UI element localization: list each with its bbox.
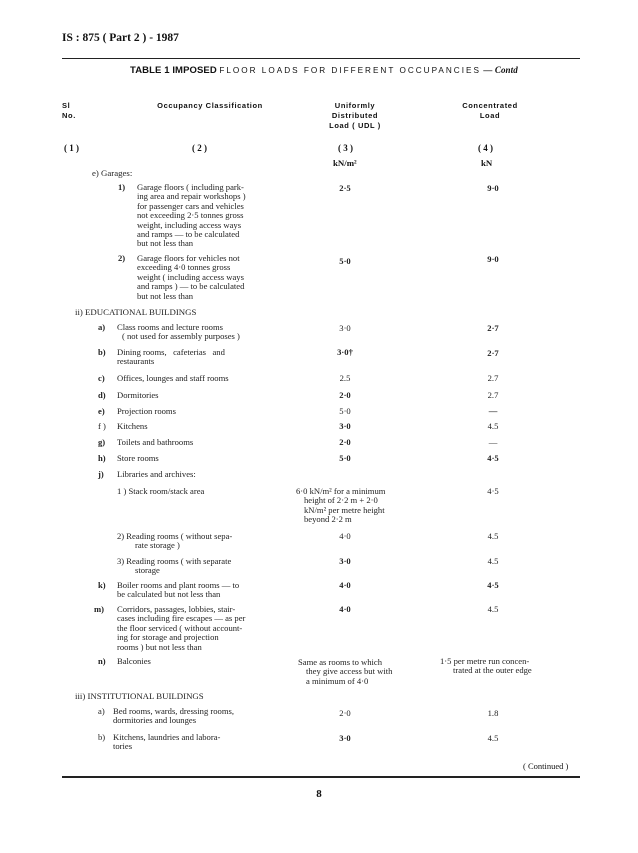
edu-n-conc — [440, 657, 532, 676]
edu-f-conc: 4.5 — [487, 421, 499, 431]
text-line: Dining rooms, cafeterias and — [117, 347, 225, 357]
column-header-occupancy: Occupancy Classification — [157, 101, 263, 110]
garage-item1-text — [137, 183, 246, 249]
text-line: kN/m² per metre height — [304, 504, 385, 515]
garages-heading: e) Garages: — [92, 168, 133, 178]
footer-rule — [62, 776, 580, 778]
text-line: dormitories and lounges — [113, 715, 197, 726]
text-line: Class rooms and lecture rooms — [117, 322, 223, 332]
text-line: rate storage ) — [135, 540, 180, 551]
edu-d-text: Dormitories — [117, 390, 159, 400]
edu-a-conc: 2·7 — [487, 323, 499, 333]
edu-k-udl: 4·0 — [339, 580, 351, 590]
edu-f-udl: 3·0 — [339, 421, 351, 431]
garage-item2-conc: 9·0 — [487, 254, 499, 264]
text-line: not exceeding 2·5 tonnes gross — [137, 210, 244, 221]
edu-c-text: Offices, lounges and staff rooms — [117, 373, 229, 383]
unit-conc: kN — [481, 158, 493, 168]
text-line: Same as rooms to which — [298, 657, 383, 667]
text-line: exceeding 4·0 tonnes gross — [137, 262, 231, 273]
text-line: they give access but with — [306, 666, 393, 677]
text-line: Bed rooms, wards, dressing rooms, — [113, 706, 235, 716]
edu-m-text — [117, 605, 245, 652]
sl-line1: Sl — [62, 101, 71, 110]
edu-c-number: c) — [98, 373, 105, 383]
inst-a-text — [113, 707, 234, 726]
text-line: and ramps — to be calculated — [137, 229, 240, 240]
inst-b-text — [113, 733, 220, 752]
inst-b-udl: 3·0 — [339, 733, 351, 743]
unit-udl: kN/m² — [333, 158, 357, 168]
column-header-udl — [295, 101, 415, 131]
text-line: rooms ) but not less than — [117, 641, 202, 652]
institutional-heading: iii) INSTITUTIONAL BUILDINGS — [75, 691, 204, 701]
col-number-1: ( 1 ) — [64, 143, 79, 153]
text-line: ing for storage and projection — [117, 632, 219, 643]
text-line: Kitchens, laundries and labora- — [113, 732, 221, 742]
edu-b-conc: 2·7 — [487, 348, 499, 358]
udl-line1: Uniformly — [334, 101, 376, 110]
library-reading-nostorage-conc: 4.5 — [487, 531, 499, 541]
garage-item2-number: 2) — [118, 253, 126, 263]
text-line: but not less than — [137, 290, 194, 301]
edu-b-udl: 3·0† — [337, 347, 353, 357]
col-number-3: ( 3 ) — [338, 143, 353, 153]
text-line: cases including fire escapes — as per — [117, 613, 246, 624]
text-line: trated at the outer edge — [453, 665, 532, 676]
garage-item2-udl: 5·0 — [339, 256, 351, 266]
garage-item2-text — [137, 254, 244, 301]
edu-b-text — [117, 348, 225, 367]
text-line: Corridors, passages, lobbies, stair- — [117, 604, 236, 614]
text-line: storage — [135, 565, 160, 576]
edu-k-conc: 4·5 — [487, 580, 499, 590]
inst-b-number: b) — [98, 732, 106, 742]
edu-e-udl: 5·0 — [339, 406, 351, 416]
udl-line3: Load ( UDL ) — [329, 121, 381, 130]
edu-m-udl: 4·0 — [339, 604, 351, 614]
edu-g-number: g) — [98, 437, 106, 447]
edu-h-number: h) — [98, 453, 106, 463]
text-line: 1·5 per metre run concen- — [440, 656, 530, 666]
text-line: height of 2·2 m + 2·0 — [304, 495, 378, 506]
text-line: 2) Reading rooms ( without sepa- — [117, 531, 233, 541]
edu-d-udl: 2·0 — [339, 390, 351, 400]
garage-item1-number: 1) — [118, 182, 126, 192]
edu-m-number: m) — [94, 604, 105, 614]
edu-n-udl — [298, 658, 392, 686]
text-line: be calculated but not less than — [117, 589, 221, 600]
table-title-bold: TABLE 1 IMPOSED — [130, 65, 217, 76]
inst-b-conc: 4.5 — [487, 733, 499, 743]
edu-h-text: Store rooms — [117, 453, 159, 463]
edu-k-text — [117, 581, 239, 600]
col-number-2: ( 2 ) — [192, 143, 207, 153]
text-line: weight, including access ways — [137, 219, 242, 230]
header-rule — [62, 58, 580, 59]
column-header-sl — [62, 101, 76, 121]
text-line: Garage floors for vehicles not — [137, 253, 240, 263]
text-line: but not less than — [137, 238, 194, 249]
standard-header: IS : 875 ( Part 2 ) - 1987 — [62, 32, 179, 44]
edu-k-number: k) — [98, 580, 106, 590]
edu-f-number: f ) — [98, 421, 106, 431]
text-line: and ramps ) — to be calculated — [137, 281, 245, 292]
edu-e-text: Projection rooms — [117, 406, 176, 416]
conc-line2: Load — [479, 111, 501, 120]
text-line: ( not used for assembly purposes ) — [122, 331, 240, 342]
text-line: restaurants — [117, 356, 155, 367]
conc-line1: Concentrated — [462, 101, 518, 110]
continued-note: ( Continued ) — [523, 761, 569, 771]
edu-e-number: e) — [98, 406, 105, 416]
library-reading-storage-text — [117, 557, 231, 576]
edu-h-udl: 5·0 — [339, 453, 351, 463]
educational-heading: ii) EDUCATIONAL BUILDINGS — [75, 307, 197, 317]
library-reading-nostorage-udl: 4·0 — [339, 531, 351, 541]
table-title — [130, 65, 518, 76]
library-reading-nostorage-text — [117, 532, 232, 551]
text-line: tories — [113, 741, 133, 752]
edu-d-number: d) — [98, 390, 106, 400]
edu-f-text: Kitchens — [117, 421, 148, 431]
edu-b-number: b) — [98, 347, 106, 357]
table-title-contd: — Contd — [483, 65, 518, 75]
text-line: 3) Reading rooms ( with separate — [117, 556, 232, 566]
library-stack-conc: 4·5 — [487, 486, 499, 496]
library-reading-storage-conc: 4.5 — [487, 556, 499, 566]
library-stack-text: 1 ) Stack room/stack area — [117, 486, 205, 496]
text-line: a minimum of 4·0 — [306, 675, 369, 686]
garage-item1-conc: 9·0 — [487, 183, 499, 193]
col-number-4: ( 4 ) — [478, 143, 493, 153]
garage-item1-udl: 2·5 — [339, 183, 351, 193]
text-line: 6·0 kN/m² for a minimum — [296, 486, 386, 496]
edu-c-conc: 2.7 — [487, 373, 499, 383]
edu-j-number: j) — [98, 469, 104, 479]
edu-n-number: n) — [98, 656, 106, 666]
edu-j-text: Libraries and archives: — [117, 469, 196, 479]
edu-a-text — [117, 323, 240, 342]
sl-line2: No. — [62, 111, 76, 120]
text-line: weight ( including access ways — [137, 271, 244, 282]
edu-c-udl: 2.5 — [339, 373, 351, 383]
text-line: the floor serviced ( without account- — [117, 622, 243, 633]
edu-a-number: a) — [98, 322, 106, 332]
inst-a-number: a) — [98, 706, 105, 716]
column-header-concentrated — [430, 101, 550, 121]
edu-g-text: Toilets and bathrooms — [117, 437, 194, 447]
edu-e-conc: — — [488, 406, 498, 416]
table-title-rest: FLOOR LOADS FOR DIFFERENT OCCUPANCIES — [219, 66, 481, 75]
library-stack-udl — [296, 487, 385, 525]
text-line: beyond 2·2 m — [304, 514, 352, 525]
edu-a-udl: 3·0 — [339, 323, 351, 333]
inst-a-udl: 2·0 — [339, 708, 351, 718]
edu-d-conc: 2.7 — [487, 390, 499, 400]
page-number: 8 — [316, 788, 322, 800]
edu-g-conc: — — [488, 437, 498, 447]
text-line: Garage floors ( including park- — [137, 182, 244, 192]
text-line: for passenger cars and vehicles — [137, 200, 244, 211]
text-line: ing area and repair workshops ) — [137, 191, 246, 202]
inst-a-conc: 1.8 — [487, 708, 499, 718]
udl-line2: Distributed — [331, 111, 379, 120]
edu-h-conc: 4·5 — [487, 453, 499, 463]
library-reading-storage-udl: 3·0 — [339, 556, 351, 566]
edu-m-conc: 4.5 — [487, 604, 499, 614]
text-line: Boiler rooms and plant rooms — to — [117, 580, 240, 590]
edu-n-text: Balconies — [117, 656, 151, 666]
edu-g-udl: 2·0 — [339, 437, 351, 447]
